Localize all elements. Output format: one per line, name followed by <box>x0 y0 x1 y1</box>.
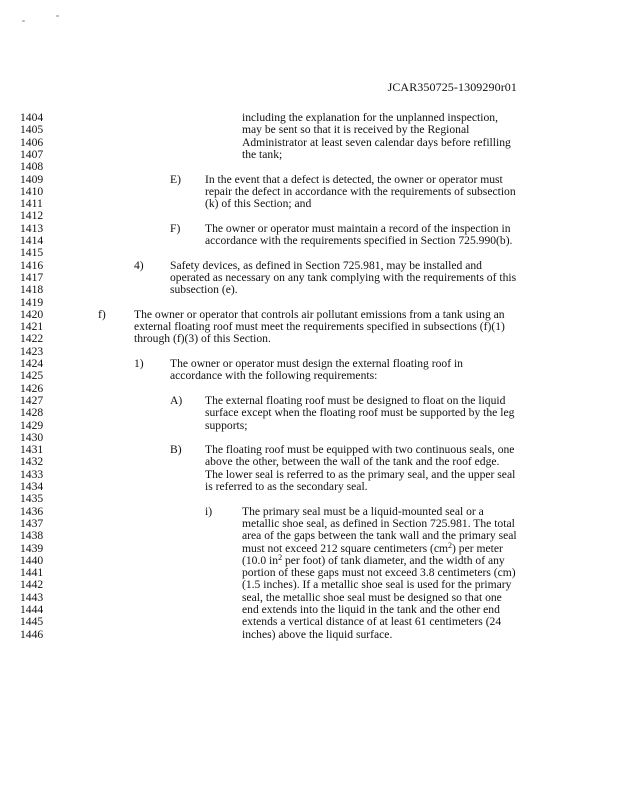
superscript: 2 <box>448 540 453 550</box>
line-number: 1435 <box>20 492 44 506</box>
text-line: The owner or operator must maintain a record of the inspection in <box>205 221 511 235</box>
item-marker-E: E) <box>170 172 181 186</box>
line-number: 1430 <box>20 430 44 444</box>
line-number: 1404 <box>20 111 44 124</box>
line-number: 1438 <box>20 529 44 543</box>
text-line: surface except when the floating roof must be supported by the leg <box>205 406 515 420</box>
text-line: metallic shoe seal, as defined in Section 725.981. The total <box>242 516 515 530</box>
item-marker-4: 4) <box>134 258 144 272</box>
text-line: extends a vertical distance of at least 61 centimeters (24 <box>242 615 502 629</box>
line-number: 1426 <box>20 381 44 395</box>
text-line: must not exceed 212 square centimeters $(cm^2)$ per meter <box>242 540 503 555</box>
line-number: 1441 <box>20 566 44 580</box>
text-line: In the event that a defect is detected, the owner or operator must <box>205 172 503 186</box>
text-line: accordance with the following requirements: <box>170 369 378 383</box>
line-number: 1427 <box>20 393 44 407</box>
text-line: repair the defect in accordance with the requirements of subsection <box>205 184 516 198</box>
text-line: operated as necessary on any tank complying with the requirements of this <box>170 270 517 284</box>
text-line: may be sent so that it is received by the Regional <box>242 123 470 137</box>
superscript: 2 <box>278 552 283 562</box>
text-line: subsection (e). <box>170 283 238 297</box>
text-line: The primary seal must be a liquid-mounted seal or a <box>242 504 484 518</box>
text-line: The owner or operator that controls air pollutant emissions from a tank using an <box>134 307 505 321</box>
line-number: 1439 <box>20 541 44 555</box>
item-marker-B: B) <box>170 443 182 457</box>
text-line: including the explanation for the unplanned inspection, <box>242 111 498 124</box>
line-number: 1416 <box>20 258 44 272</box>
line-number: 1422 <box>20 332 44 346</box>
line-number: 1424 <box>20 357 44 370</box>
line-number: 1410 <box>20 184 44 198</box>
line-number: 1419 <box>20 295 44 309</box>
line-number: 1432 <box>20 455 44 469</box>
line-number: 1407 <box>20 147 44 161</box>
text-line: The owner or operator must design the external floating roof in <box>170 357 463 370</box>
line-number: 1411 <box>20 197 43 211</box>
line-number: 1437 <box>20 516 44 530</box>
line-number: 1418 <box>20 283 44 297</box>
text-line: external floating roof must meet the requirements specified in subsections (f)(1) <box>134 320 505 334</box>
line-number: 1429 <box>20 418 44 432</box>
text-line: through (f)(3) of this Section. <box>134 332 271 346</box>
text-line: Safety devices, as defined in Section 725.981, may be installed and <box>170 258 482 272</box>
line-number: 1406 <box>20 135 44 149</box>
line-number: 1421 <box>20 320 44 334</box>
text-line: The lower seal is referred to as the primary seal, and the upper seal <box>205 467 516 481</box>
item-marker-1: 1) <box>134 357 144 370</box>
line-number: 1440 <box>20 553 44 567</box>
text-line: (1.5 inches). If a metallic shoe seal is used for the primary <box>242 578 512 592</box>
text-line: supports; <box>205 418 248 432</box>
item-marker-i: i) <box>205 504 213 518</box>
text-line: The external floating roof must be designed to float on the liquid <box>205 393 506 407</box>
text-line: The floating roof must be equipped with two continuous seals, one <box>205 443 515 457</box>
line-number: 1414 <box>20 234 44 247</box>
line-number: 1408 <box>20 160 44 174</box>
scan-specks <box>22 12 72 26</box>
text-line: (10.0 $in^2$ per foot) of tank diameter, and the width of any <box>242 552 505 567</box>
line-number: 1442 <box>20 578 44 592</box>
line-number: 1446 <box>20 627 44 641</box>
item-marker-A: A) <box>170 393 183 407</box>
line-number: 1445 <box>20 615 44 629</box>
line-number: 1417 <box>20 270 44 284</box>
line-number: 1433 <box>20 467 44 481</box>
text-line: (k) of this Section; and <box>205 197 312 211</box>
text-line: area of the gaps between the tank wall and the primary seal <box>242 529 517 543</box>
line-number: 1428 <box>20 406 44 420</box>
item-marker-F: F) <box>170 221 181 235</box>
text-line: is referred to as the secondary seal. <box>205 480 368 493</box>
text-line: portion of these gaps must not exceed 3.8 centimeters (cm) <box>242 566 516 580</box>
line-number: 1409 <box>20 172 44 186</box>
line-number: 1423 <box>20 344 44 358</box>
line-number: 1431 <box>20 443 44 457</box>
line-number: 1405 <box>20 123 44 137</box>
text-line: end extends into the liquid in the tank and the other end <box>242 603 500 616</box>
line-number: 1420 <box>20 307 44 321</box>
line-number: 1436 <box>20 504 44 518</box>
line-number: 1413 <box>20 221 44 235</box>
line-number: 1444 <box>20 603 44 616</box>
line-number: 1415 <box>20 246 44 260</box>
line-number: 1425 <box>20 369 44 383</box>
text-line: accordance with the requirements specified in Section 725.990(b). <box>205 234 513 247</box>
line-number: 1412 <box>20 209 44 223</box>
item-marker-f: f) <box>98 307 106 321</box>
text-line: Administrator at least seven calendar days before refilling <box>242 135 511 149</box>
text-line: above the other, between the wall of the tank and the roof edge. <box>205 455 500 469</box>
line-number: 1443 <box>20 590 44 604</box>
line-number: 1434 <box>20 480 44 493</box>
text-line: seal, the metallic shoe seal must be designed so that one <box>242 590 502 604</box>
document-id: JCAR350725-1309290r01 <box>387 80 517 94</box>
text-line: inches) above the liquid surface. <box>242 627 393 641</box>
text-line: the tank; <box>242 147 283 161</box>
